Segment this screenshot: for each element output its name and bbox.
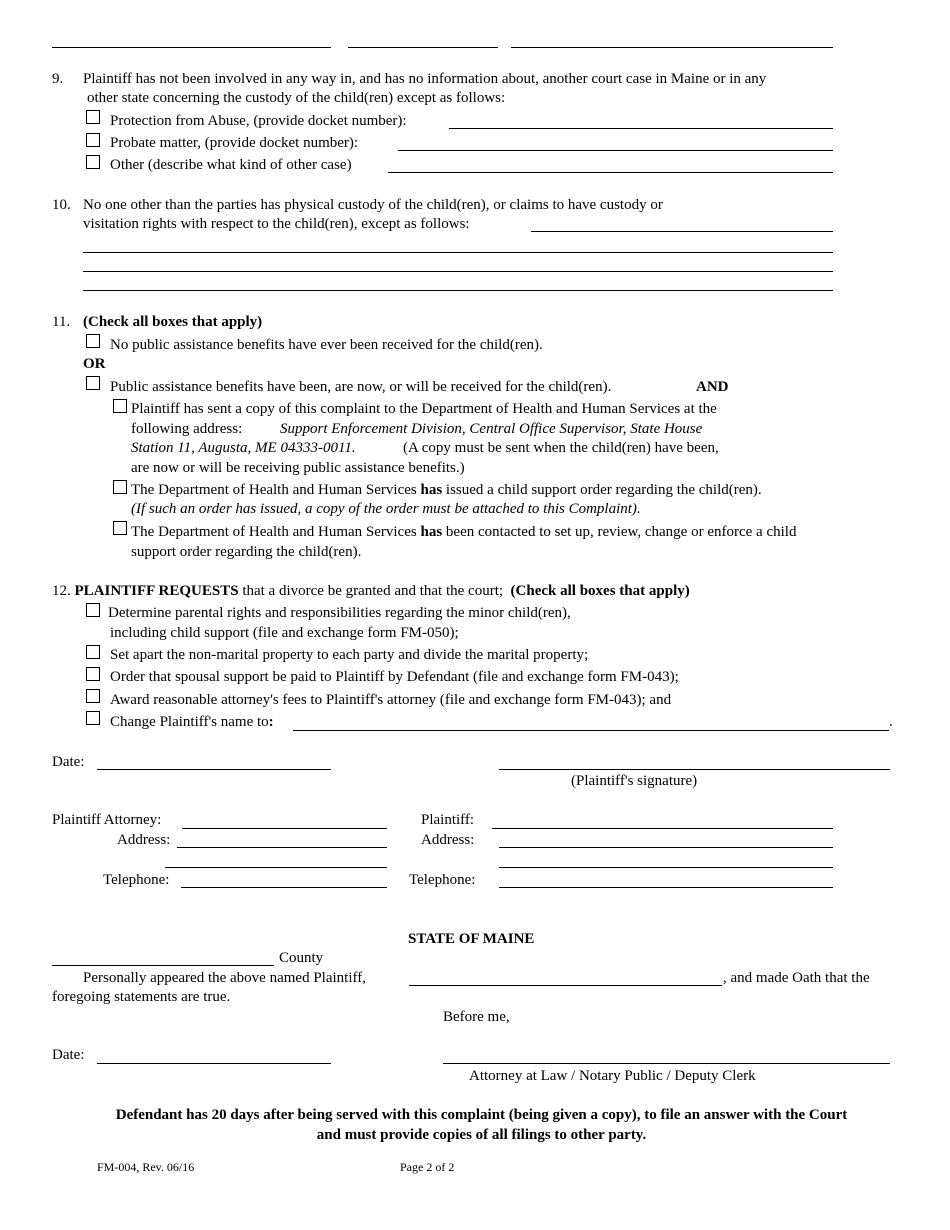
plaintiff-phone-field[interactable] (499, 887, 833, 888)
s11-sub1-address-1: Support Enforcement Division, Central Office Supervisor, State House (280, 421, 703, 437)
s12-lead-line (52, 582, 690, 600)
s12-new-name-field[interactable] (293, 730, 889, 731)
s12-name-change-period: . (889, 714, 893, 730)
defendant-notice-line-1: Defendant has 20 days after being served with this complaint (being given a copy), to file an answer with the Court (115, 1107, 848, 1123)
attorney-address-field-1[interactable] (177, 847, 387, 848)
s11-sub1-line-4: are now or will be receiving public assistance benefits.) (131, 460, 465, 476)
s11-sub2-post: issued a child support order regarding the child(ren). (445, 482, 762, 498)
s11-sub3-line-1 (131, 523, 796, 541)
s11-checkbox-sent-copy[interactable] (113, 399, 127, 413)
s11-sub2-note: (If such an order has issued, a copy of the order must be attached to this Complaint). (131, 501, 641, 517)
plaintiff-signature-caption: (Plaintiff's signature) (571, 773, 698, 789)
s11-sub1-address-label: following address: (131, 421, 243, 437)
plaintiff-name-field[interactable] (492, 828, 833, 829)
s10-exception-field-2[interactable] (83, 252, 833, 253)
s12-option-attorney-fees: Award reasonable attorney's fees to Plaintiff's attorney (file and exchange form FM-043); and (110, 692, 672, 708)
s11-sub1-note: (A copy must be sent when the child(ren) have been, (403, 440, 719, 456)
s9-option-pfa: Protection from Abuse, (provide docket number): (110, 113, 407, 129)
oath-date-field[interactable] (97, 1063, 331, 1064)
s11-checkbox-no-assistance[interactable] (86, 334, 100, 348)
s11-sub3-has: has (420, 524, 443, 540)
sign-date-label: Date: (52, 754, 85, 770)
defendant-notice-line-2: and must provide copies of all filings to other party. (316, 1127, 647, 1143)
s9-checkbox-other[interactable] (86, 155, 100, 169)
s12-checkbox-property[interactable] (86, 645, 100, 659)
s12-checkbox-spousal-support[interactable] (86, 667, 100, 681)
s11-option-no-assistance: No public assistance benefits have ever been received for the child(ren). (110, 337, 543, 353)
attorney-address-field-2[interactable] (165, 867, 387, 868)
s11-sub2-pre: The Department of Health and Human Services (131, 482, 417, 498)
s11-checkbox-public-assistance[interactable] (86, 376, 100, 390)
s11-sub1-address-2: Station 11, Augusta, ME 04333-0011. (131, 440, 356, 456)
s12-name-change-label: Change Plaintiff's name to (110, 714, 269, 730)
officer-caption: Attorney at Law / Notary Public / Deputy Clerk (469, 1068, 756, 1084)
s12-number: 12. (52, 583, 71, 599)
s10-text-line-2: visitation rights with respect to the child(ren), except as follows: (83, 216, 470, 232)
s12-checkbox-parental-rights[interactable] (86, 603, 100, 617)
s11-or-label: OR (83, 356, 106, 372)
county-label: County (279, 950, 324, 966)
plaintiff-address-field-1[interactable] (499, 847, 833, 848)
s12-option-parental-rights-b: including child support (file and exchange form FM-050); (110, 625, 459, 641)
s11-sub3-post: been contacted to set up, review, change or enforce a child (445, 524, 797, 540)
plaintiff-address-label: Address: (421, 832, 475, 848)
s11-checkbox-contacted[interactable] (113, 521, 127, 535)
s11-checkbox-order-issued[interactable] (113, 480, 127, 494)
s10-number: 10. (52, 197, 71, 213)
plaintiff-label: Plaintiff: (421, 812, 475, 828)
plaintiff-phone-label: Telephone: (409, 872, 476, 888)
s10-text-line-1: No one other than the parties has physical custody of the child(ren), or claims to have custody or (83, 197, 663, 213)
attorney-name-field[interactable] (182, 828, 387, 829)
s11-sub2-has: has (420, 482, 443, 498)
county-field[interactable] (52, 965, 274, 966)
s9-checkbox-probate[interactable] (86, 133, 100, 147)
form-number: FM-004, Rev. 06/16 (97, 1160, 195, 1174)
s12-checkbox-name-change[interactable] (86, 711, 100, 725)
s9-option-probate: Probate matter, (provide docket number): (110, 135, 359, 151)
officer-signature-field[interactable] (443, 1063, 890, 1064)
s12-option-spousal-support: Order that spousal support be paid to Plaintiff by Defendant (file and exchange form FM-043); (110, 669, 679, 685)
s11-sub3-line-2: support order regarding the child(ren). (131, 544, 362, 560)
oath-plaintiff-name-field[interactable] (409, 985, 722, 986)
attorney-phone-label: Telephone: (103, 872, 170, 888)
s9-number: 9. (52, 71, 64, 87)
s9-pfa-docket-field[interactable] (449, 128, 833, 129)
s10-exception-field-4[interactable] (83, 290, 833, 291)
s9-probate-docket-field[interactable] (398, 150, 833, 151)
page-number: Page 2 of 2 (400, 1160, 455, 1174)
top-blank-line-2[interactable] (348, 47, 498, 48)
s9-text-line-2: other state concerning the custody of the child(ren) except as follows: (87, 90, 506, 106)
s9-checkbox-pfa[interactable] (86, 110, 100, 124)
oath-line-1a: Personally appeared the above named Plaintiff, (83, 970, 366, 986)
s11-number: 11. (52, 314, 71, 330)
s10-exception-field-3[interactable] (83, 271, 833, 272)
s12-option-name-change (110, 713, 274, 731)
oath-line-2: foregoing statements are true. (52, 989, 231, 1005)
attorney-label: Plaintiff Attorney: (52, 812, 162, 828)
s12-lead-rest: that a divorce be granted and that the court; (242, 583, 504, 599)
s12-option-parental-rights-a: Determine parental rights and responsibilities regarding the minor child(ren), (108, 605, 571, 621)
plaintiff-signature-field[interactable] (499, 769, 890, 770)
s9-option-other: Other (describe what kind of other case) (110, 157, 352, 173)
s12-heading: (Check all boxes that apply) (510, 583, 690, 599)
s9-other-case-field[interactable] (388, 172, 833, 173)
s11-heading: (Check all boxes that apply) (83, 314, 263, 330)
s11-sub3-pre: The Department of Health and Human Services (131, 524, 417, 540)
plaintiff-address-field-2[interactable] (499, 867, 833, 868)
oath-line-1b: , and made Oath that the (723, 970, 870, 986)
s12-option-property: Set apart the non-marital property to each party and divide the marital property; (110, 647, 589, 663)
s11-and-label: AND (696, 379, 729, 395)
sign-date-field[interactable] (97, 769, 331, 770)
attorney-phone-field[interactable] (181, 887, 387, 888)
before-me-label: Before me, (443, 1009, 510, 1025)
oath-date-label: Date: (52, 1047, 85, 1063)
top-blank-line-1[interactable] (52, 47, 331, 48)
s10-exception-field-1[interactable] (531, 231, 833, 232)
s12-checkbox-attorney-fees[interactable] (86, 689, 100, 703)
s12-requests-label: PLAINTIFF REQUESTS (74, 583, 239, 599)
s9-text-line-1: Plaintiff has not been involved in any way in, and has no information about, another court case in Maine or in any (83, 71, 767, 87)
s11-sub1-line-1: Plaintiff has sent a copy of this complaint to the Department of Health and Human Services at the (131, 401, 717, 417)
s12-name-change-colon: : (268, 714, 274, 730)
state-of-maine-title: STATE OF MAINE (408, 931, 535, 947)
s11-option-public-assistance: Public assistance benefits have been, are now, or will be received for the child(ren). (110, 379, 612, 395)
s11-sub2-line-1 (131, 481, 762, 499)
attorney-address-label: Address: (117, 832, 171, 848)
top-blank-line-3[interactable] (511, 47, 833, 48)
